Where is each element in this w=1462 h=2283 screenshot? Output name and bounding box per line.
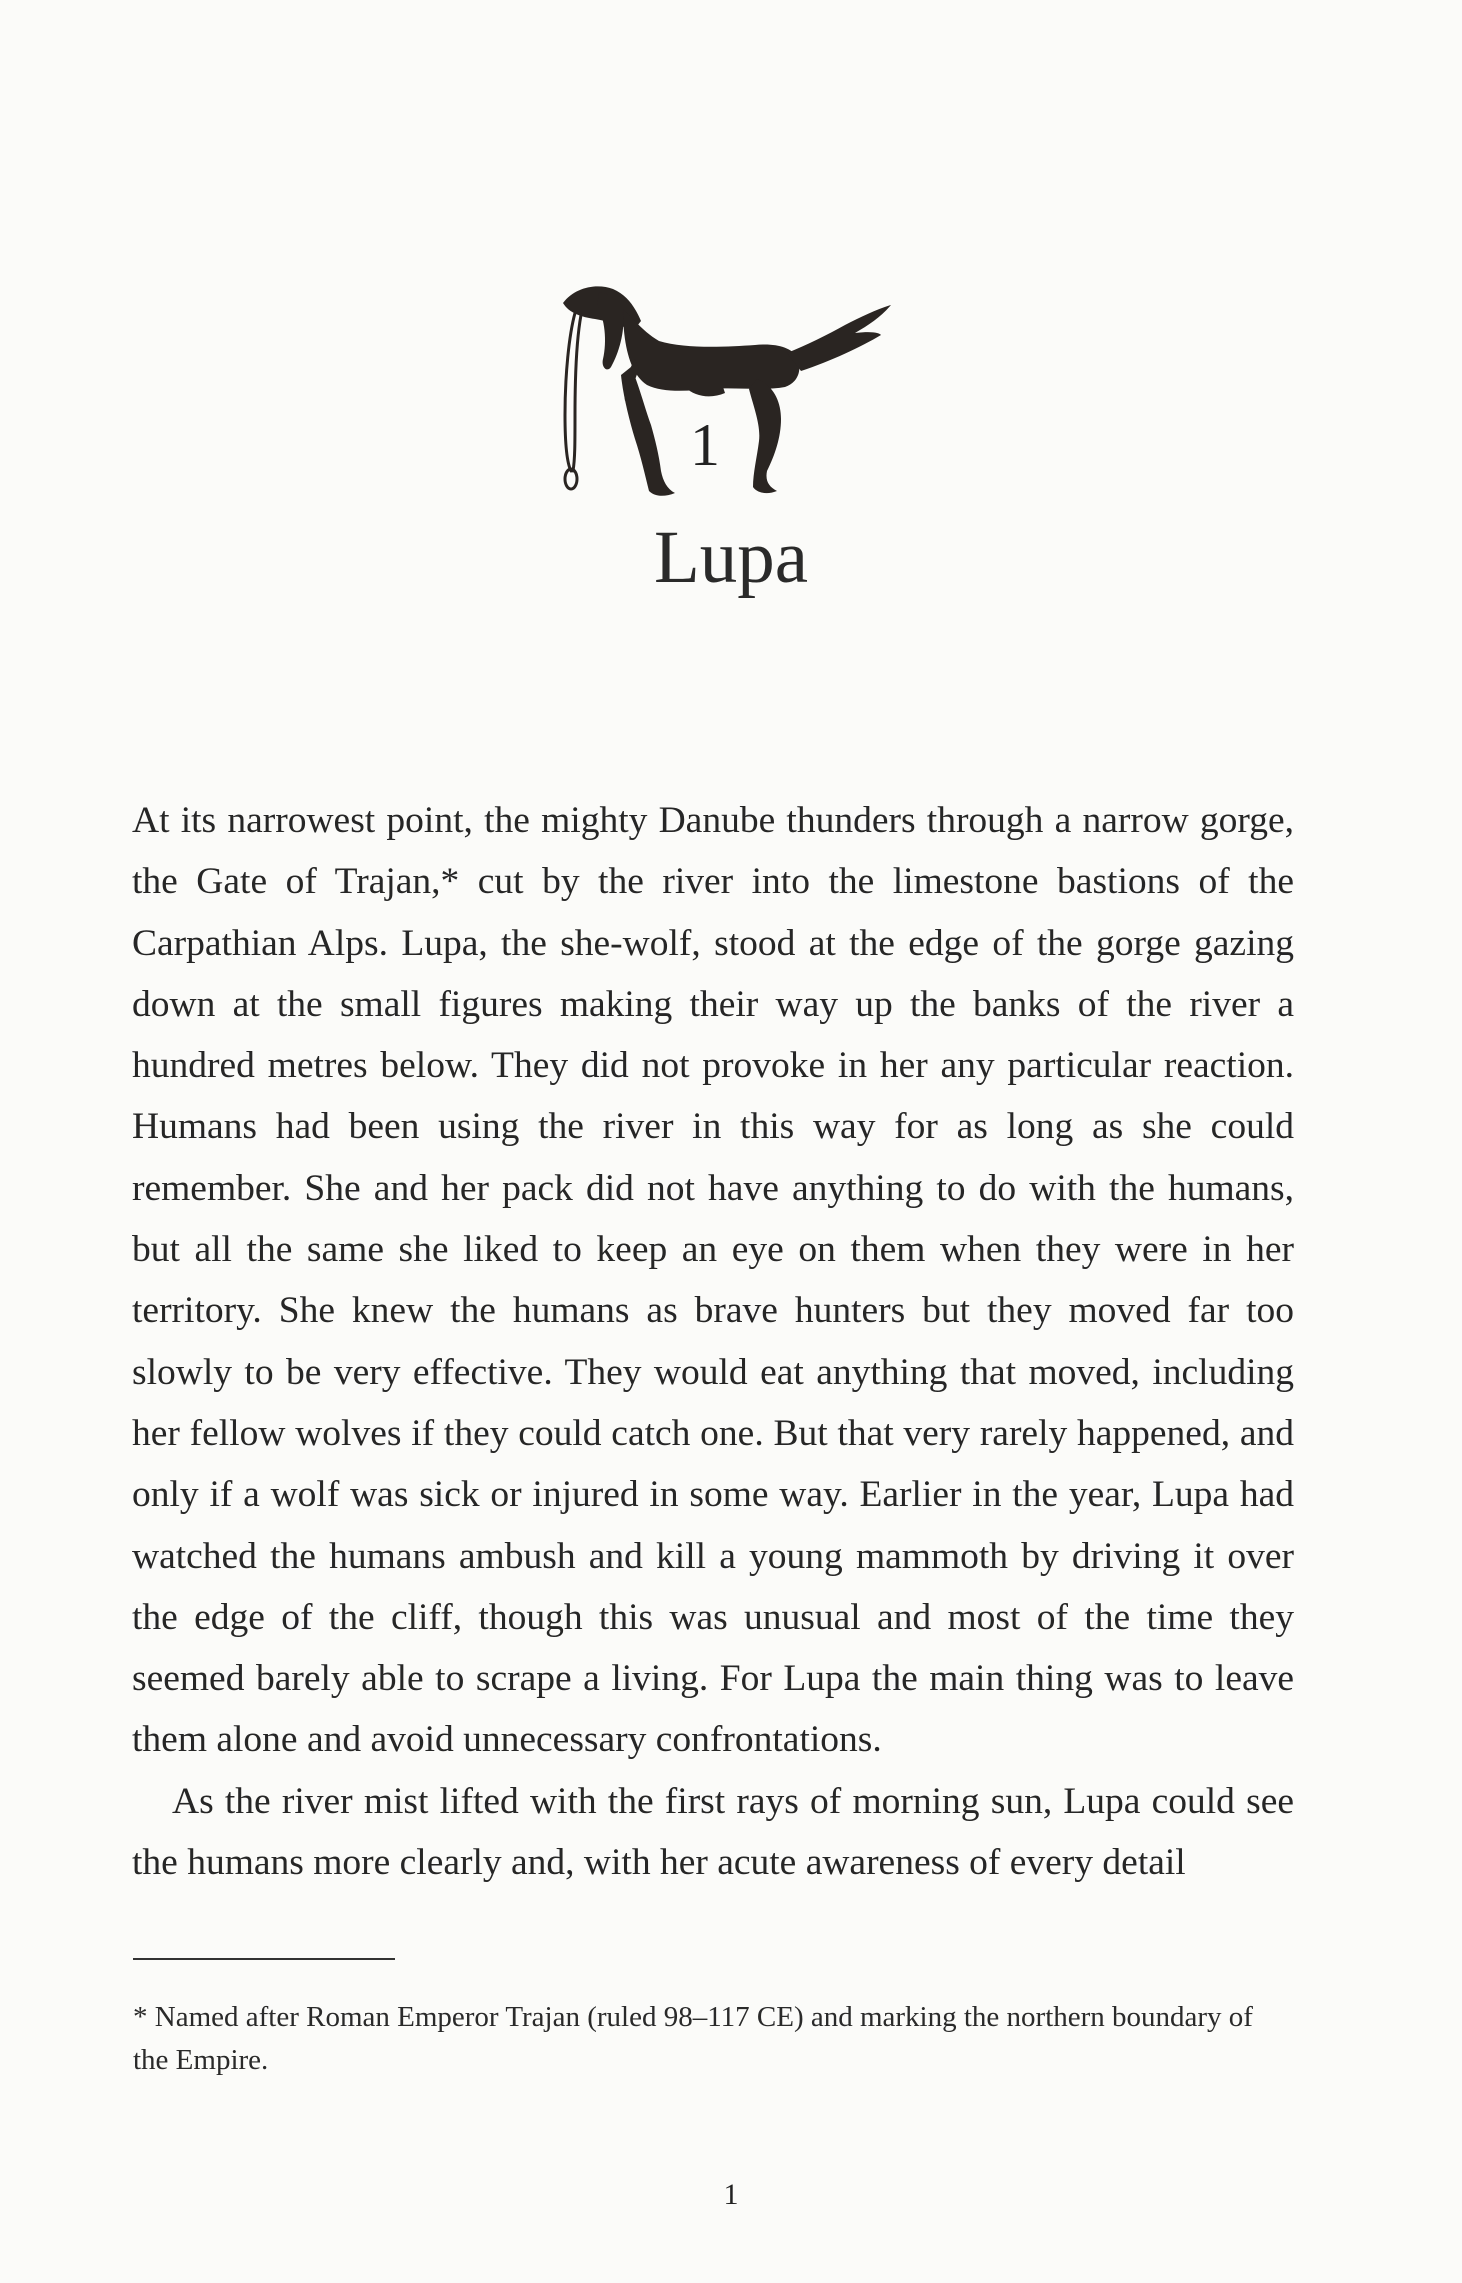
page-number: 1 [723, 2178, 739, 2211]
body-text [132, 790, 1294, 1893]
chapter-title: Lupa [653, 516, 809, 599]
footnote: * Named after Roman Emperor Trajan (ruled 98–117 CE) and marking the northern boundary of the Empire. [133, 2001, 1253, 2076]
footnote-divider [133, 1958, 395, 1960]
dog-with-leash-icon [535, 275, 910, 505]
paragraph: As the river mist lifted with the first rays of morning sun, Lupa could see the humans more clearly and, with her acute awareness of every detail [132, 1780, 1294, 1884]
paragraph: At its narrowest point, the mighty Danube thunders through a narrow gorge, the Gate of Trajan,* cut by the river into the limestone bastions of the Carpathian Alps. Lupa, the she-wolf, stood at the edge of the gorge gazing down at the small figures making their way up the banks of the river a hundred metres below. They did not provoke in her any particular reaction. Humans had been using the river in this way for as long as she could remember. She and her pack did not have anything to do with the humans, but all the same she liked to keep an eye on them when they were in her territory. She knew the humans as brave hunters but they moved far too slowly to be very effective. They would eat anything that moved, including her fellow wolves if they could catch one. But that very rarely happened, and only if a wolf was sick or injured in some way. Earlier in the year, Lupa had watched the humans ambush and kill a young mammoth by driving it over the edge of the cliff, though this was unusual and most of the time they seemed barely able to scrape a living. For Lupa the main thing was to leave them alone and avoid unnecessary confrontations. [132, 800, 1294, 1761]
chapter-number: 1 [690, 412, 720, 478]
